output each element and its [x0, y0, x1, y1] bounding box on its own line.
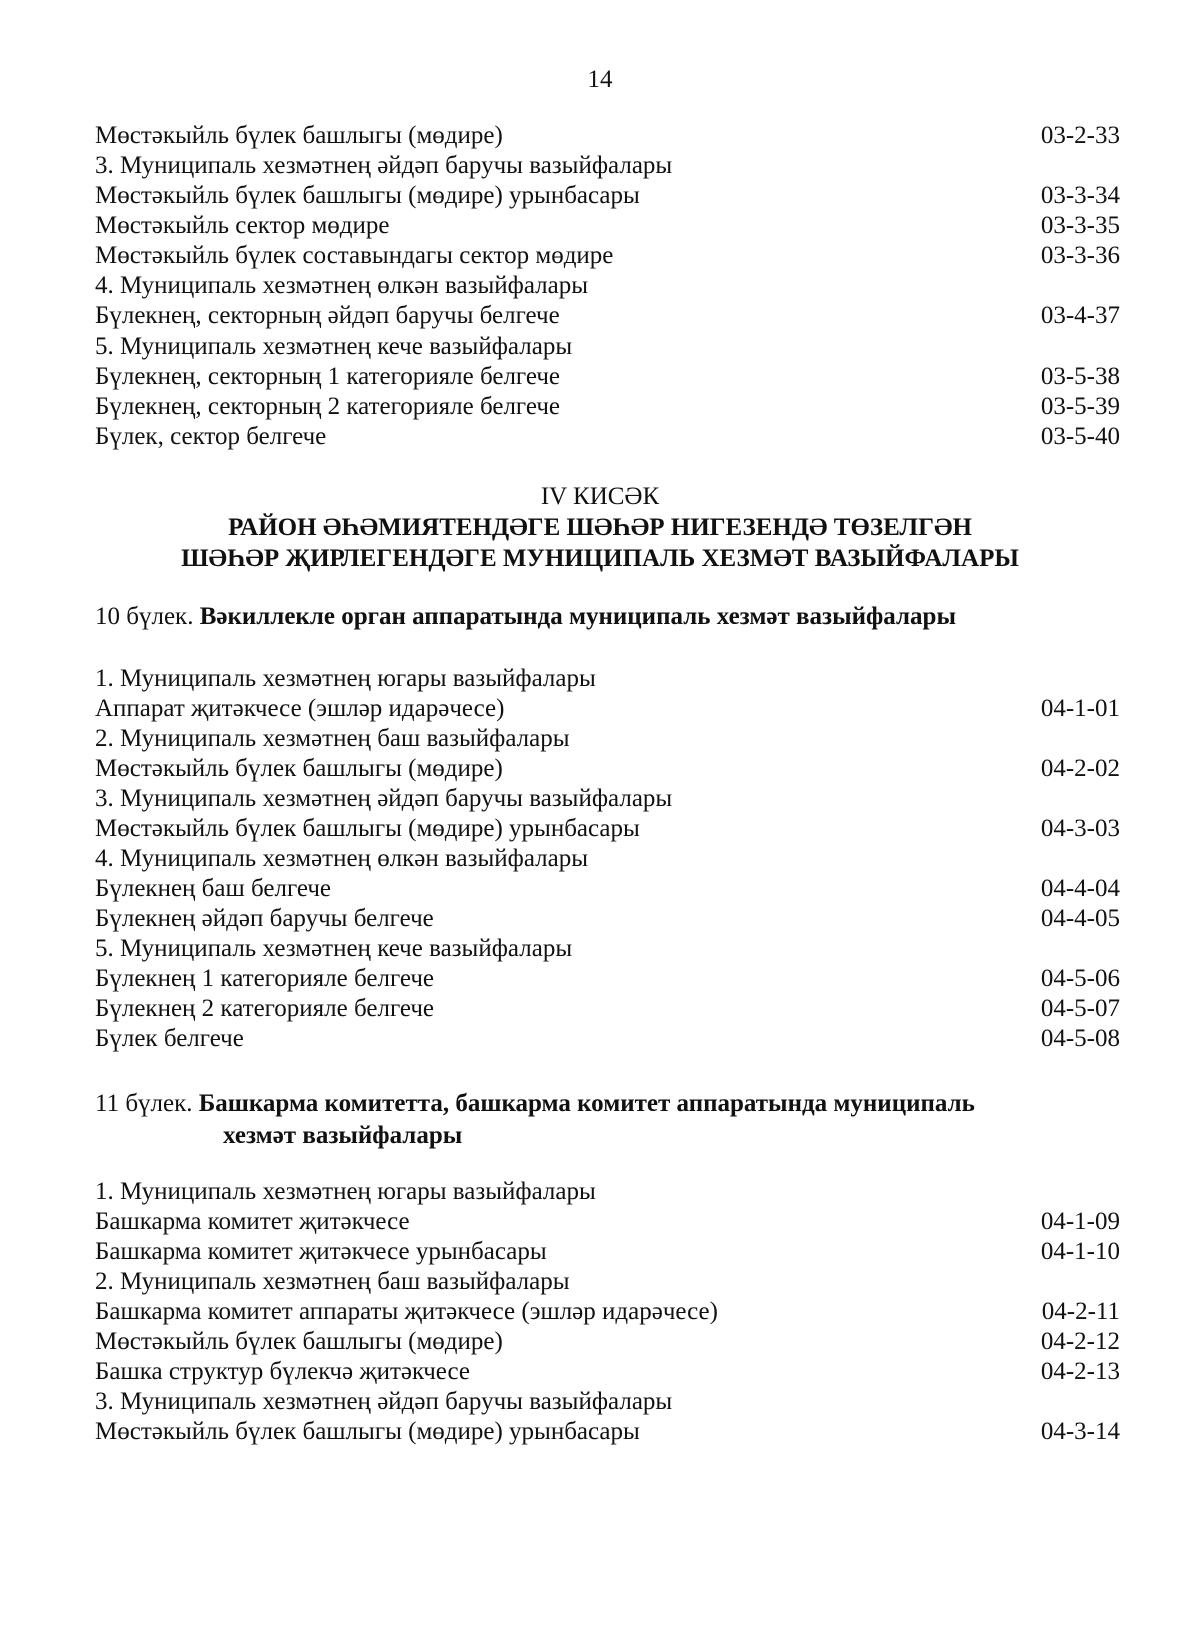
position-title: Башкарма комитет җитәкчесе урынбасары	[95, 1238, 547, 1265]
list-item	[95, 784, 1120, 814]
list-item	[95, 241, 1120, 271]
list-item	[95, 121, 1120, 151]
section-heading	[95, 601, 1120, 633]
list-item	[95, 1387, 1120, 1417]
position-code: 04-2-11	[1041, 1298, 1120, 1325]
list-item	[95, 754, 1120, 784]
section-title: Вәкиллекле орган аппаратында муниципаль хезмәт вазыйфалары	[199, 603, 956, 630]
section-heading	[95, 1088, 1120, 1152]
position-code: 04-3-14	[1040, 1418, 1120, 1445]
position-title: Мөстәкыйль бүлек башлыгы (мөдире) урынбасары	[95, 1418, 640, 1445]
position-code: 04-4-05	[1040, 905, 1120, 932]
group-heading: 3. Муниципаль хезмәтнең әйдәп баручы вазыйфалары	[95, 152, 673, 179]
list-item	[95, 1417, 1120, 1447]
position-title: Аппарат җитәкчесе (эшләр идарәчесе)	[95, 695, 505, 722]
list-item	[95, 934, 1120, 964]
list-item	[95, 1024, 1120, 1054]
list-item	[95, 1297, 1120, 1327]
position-title: Мөстәкыйль бүлек составындагы сектор мөдире	[95, 242, 614, 269]
position-code: 04-1-01	[1040, 695, 1120, 722]
position-title: Бүлекнең, секторның 2 категорияле белгече	[95, 393, 560, 420]
group-heading: 3. Муниципаль хезмәтнең әйдәп баручы вазыйфалары	[95, 1388, 673, 1415]
position-code: 04-1-09	[1040, 1208, 1120, 1235]
position-code: 03-5-40	[1040, 423, 1120, 450]
list-item	[95, 1357, 1120, 1387]
position-code: 03-2-33	[1040, 122, 1120, 149]
position-code: 04-3-03	[1040, 815, 1120, 842]
list-item	[95, 211, 1120, 241]
position-title: Башкарма комитет аппараты җитәкчесе (эшләр идарәчесе)	[95, 1298, 718, 1325]
position-code: 03-3-34	[1040, 182, 1120, 209]
group-heading: 3. Муниципаль хезмәтнең әйдәп баручы вазыйфалары	[95, 785, 673, 812]
list-item	[95, 1327, 1120, 1357]
group-heading: 2. Муниципаль хезмәтнең баш вазыйфалары	[95, 1268, 570, 1295]
list-item	[95, 904, 1120, 934]
position-title: Бүлек, сектор белгече	[95, 423, 327, 450]
list-item	[95, 874, 1120, 904]
group-heading: 5. Муниципаль хезмәтнең кече вазыйфалары	[95, 935, 573, 962]
list-item	[95, 814, 1120, 844]
position-title: Бүлекнең баш белгече	[95, 875, 332, 902]
list-item	[95, 362, 1120, 392]
section-number: 10 бүлек.	[95, 603, 194, 630]
list-item	[95, 724, 1120, 754]
list-item	[95, 422, 1120, 452]
list-item	[95, 301, 1120, 331]
group-heading: 5. Муниципаль хезмәтнең кече вазыйфалары	[95, 333, 573, 360]
list-item	[95, 844, 1120, 874]
position-title: Бүлек белгече	[95, 1025, 244, 1052]
position-code: 03-3-36	[1040, 242, 1120, 269]
position-title: Мөстәкыйль бүлек башлыгы (мөдире) урынбасары	[95, 815, 640, 842]
position-code: 04-5-07	[1040, 995, 1120, 1022]
position-code: 04-4-04	[1040, 875, 1120, 902]
list-item	[95, 1267, 1120, 1297]
position-title: Мөстәкыйль бүлек башлыгы (мөдире)	[95, 122, 503, 149]
list-item	[95, 271, 1120, 301]
position-title: Мөстәкыйль сектор мөдире	[95, 212, 390, 239]
list-item	[95, 1177, 1120, 1207]
position-title: Мөстәкыйль бүлек башлыгы (мөдире)	[95, 1328, 503, 1355]
position-code: 04-2-13	[1040, 1358, 1120, 1385]
list-item	[95, 151, 1120, 181]
position-title: Бүлекнең, секторның әйдәп баручы белгече	[95, 302, 560, 329]
part-title-line: РАЙОН ӘҺӘМИЯТЕНДӘГЕ ШӘҺӘР НИГЕЗЕНДӘ ТӨЗЕЛГӘН	[228, 514, 972, 541]
part-title	[0, 512, 1200, 574]
group-heading: 2. Муниципаль хезмәтнең баш вазыйфалары	[95, 725, 570, 752]
position-code: 04-2-12	[1040, 1328, 1120, 1355]
group-heading: 1. Муниципаль хезмәтнең югары вазыйфалары	[95, 1178, 596, 1205]
group-heading: 1. Муниципаль хезмәтнең югары вазыйфалары	[95, 665, 596, 692]
list-item	[95, 964, 1120, 994]
group-heading: 4. Муниципаль хезмәтнең өлкән вазыйфалары	[95, 272, 589, 299]
list-item	[95, 1207, 1120, 1237]
position-code: 03-5-38	[1040, 363, 1120, 390]
position-title: Бүлекнең 1 категорияле белгече	[95, 965, 435, 992]
position-code: 04-1-10	[1040, 1238, 1120, 1265]
position-title: Мөстәкыйль бүлек башлыгы (мөдире) урынбасары	[95, 182, 640, 209]
list-item	[95, 664, 1120, 694]
position-title: Бүлекнең әйдәп баручы белгече	[95, 905, 434, 932]
list-item	[95, 994, 1120, 1024]
list-item	[95, 332, 1120, 362]
position-title: Бүлекнең 2 категорияле белгече	[95, 995, 435, 1022]
position-code: 03-5-39	[1040, 393, 1120, 420]
section-title: Башкарма комитетта, башкарма комитет аппаратында муниципаль	[198, 1090, 975, 1117]
position-code: 04-5-06	[1040, 965, 1120, 992]
list-item	[95, 694, 1120, 724]
page-number: 14	[587, 66, 613, 93]
position-code: 04-5-08	[1040, 1025, 1120, 1052]
position-title: Мөстәкыйль бүлек башлыгы (мөдире)	[95, 755, 503, 782]
position-title: Башка структур бүлекчә җитәкчесе	[95, 1358, 470, 1385]
part-title-line: ШӘҺӘР ҖИРЛЕГЕНДӘГЕ МУНИЦИПАЛЬ ХЕЗМӘТ ВАЗЫЙФАЛАРЫ	[181, 545, 1019, 572]
list-item	[95, 181, 1120, 211]
position-title: Бүлекнең, секторның 1 категорияле белгече	[95, 363, 560, 390]
section-title-continued: хезмәт вазыйфалары	[223, 1122, 463, 1149]
position-title: Башкарма комитет җитәкчесе	[95, 1208, 410, 1235]
list-item	[95, 392, 1120, 422]
position-code: 03-3-35	[1040, 212, 1120, 239]
section-number: 11 бүлек.	[95, 1090, 193, 1117]
part-label: IV КИСӘК	[540, 483, 660, 510]
position-code: 03-4-37	[1040, 302, 1120, 329]
position-code: 04-2-02	[1040, 755, 1120, 782]
list-item	[95, 1237, 1120, 1267]
group-heading: 4. Муниципаль хезмәтнең өлкән вазыйфалары	[95, 845, 589, 872]
